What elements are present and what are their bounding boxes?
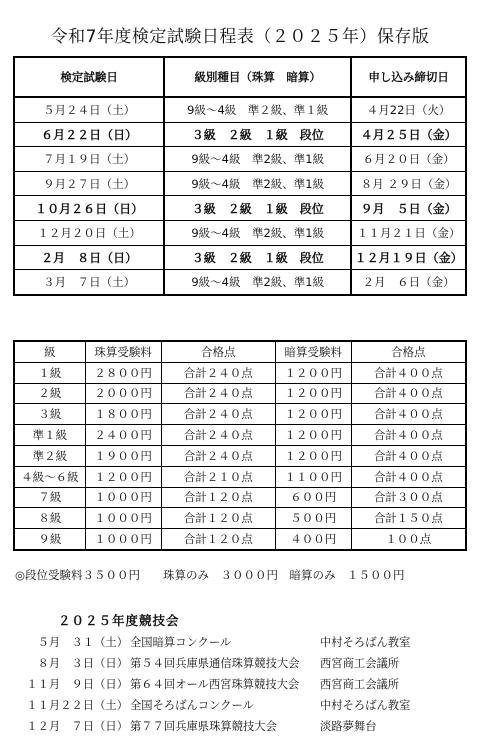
grade-cell: １級 (14, 362, 85, 383)
competition-date: １１月２２日（土） (26, 699, 128, 712)
abacus-fee-cell: １８００円 (85, 404, 161, 425)
schedule-row (14, 147, 466, 172)
fee-row (14, 445, 466, 466)
fee-header-row (14, 341, 466, 362)
dan-fee-note: ◎段位受験料３５００円 珠算のみ ３０００円 暗算のみ １５００円 (15, 568, 405, 582)
header-deadline: 申し込み締切日 (351, 57, 466, 97)
grade-category-cell: 9級～4級 準2級、準1級 (164, 220, 351, 245)
exam-date-cell: ２月 ８日（日） (14, 245, 164, 270)
fee-row (14, 383, 466, 404)
mental-pass-cell: 合計４００点 (351, 466, 466, 487)
abacus-pass-cell: 合計２４０点 (161, 445, 275, 466)
deadline-cell: ６月２０日（金） (351, 147, 466, 172)
fee-row (14, 466, 466, 487)
abacus-pass-cell: 合計１２０点 (161, 508, 275, 529)
grade-category-cell: 9級～4級 準２級、準１級 (164, 97, 351, 122)
grade-category-cell: ３級 ２級 １級 段位 (164, 245, 351, 270)
schedule-row (14, 196, 466, 221)
competition-item (0, 633, 480, 653)
exam-date-cell: ５月２４日（土） (14, 97, 164, 122)
deadline-cell: １２月１９日（金） (351, 245, 466, 270)
fee-row (14, 404, 466, 425)
grade-category-cell: 9級～4級 準2級、準1級 (164, 270, 351, 295)
page-title: 令和7年度検定試験日程表（２０２５年）保存版 (50, 27, 430, 47)
fee-row (14, 362, 466, 383)
competition-item (0, 654, 480, 674)
schedule-row (14, 245, 466, 270)
competition-date: １１月 ９日（日） (26, 678, 128, 691)
grade-cell: ２級 (14, 383, 85, 404)
schedule-row (14, 122, 466, 147)
deadline-cell: ８月 ２９日（金） (351, 171, 466, 196)
mental-fee-cell: １２００円 (275, 425, 351, 446)
mental-fee-cell: ４００円 (275, 529, 351, 550)
competition-venue: 淡路夢舞台 (320, 720, 377, 733)
competition-name: 第６４回オール西宮珠算競技大会 (130, 678, 300, 691)
fee-row (14, 529, 466, 550)
abacus-fee-cell: １９００円 (85, 445, 161, 466)
abacus-pass-cell: 合計１２０点 (161, 487, 275, 508)
competition-venue: 西宮商工会議所 (320, 657, 400, 670)
abacus-fee-cell: ２８００円 (85, 362, 161, 383)
mental-fee-cell: １２００円 (275, 404, 351, 425)
abacus-pass-cell: 合計２４０点 (161, 383, 275, 404)
header-exam-date: 検定試験日 (14, 57, 164, 97)
abacus-fee-cell: １２００円 (85, 466, 161, 487)
abacus-pass-cell: 合計２４０点 (161, 404, 275, 425)
grade-category-cell: ３級 ２級 １級 段位 (164, 196, 351, 221)
grade-cell: 準２級 (14, 445, 85, 466)
fee-row (14, 508, 466, 529)
deadline-cell: ２月 ６日（金） (351, 270, 466, 295)
exam-date-cell: ６月２２日（日） (14, 122, 164, 147)
grade-cell: ９級 (14, 529, 85, 550)
grade-category-cell: 9級～4級 準2級、準1級 (164, 147, 351, 172)
competition-venue: 西宮商工会議所 (320, 678, 400, 691)
competition-item (0, 696, 480, 716)
competition-date: １２月 ７日（日） (26, 720, 128, 733)
grade-cell: ７級 (14, 487, 85, 508)
header-grade: 級 (14, 341, 85, 362)
abacus-pass-cell: 合計２４０点 (161, 362, 275, 383)
competition-date: ５月 ３１（土） (37, 636, 128, 649)
schedule-row (14, 270, 466, 295)
mental-fee-cell: １２００円 (275, 362, 351, 383)
competition-date: ８月 ３日（日） (37, 657, 128, 670)
fee-row (14, 425, 466, 446)
mental-fee-cell: ５００円 (275, 508, 351, 529)
competition-item (0, 717, 480, 737)
exam-date-cell: ９月２７日（土） (14, 171, 164, 196)
mental-pass-cell: 合計３００点 (351, 487, 466, 508)
schedule-header-row (14, 57, 466, 97)
abacus-fee-cell: ２４００円 (85, 425, 161, 446)
mental-pass-cell: 合計４００点 (351, 362, 466, 383)
abacus-pass-cell: 合計２４０点 (161, 425, 275, 446)
competition-name: 全国暗算コンクール (130, 636, 232, 649)
mental-pass-cell: １００点 (351, 529, 466, 550)
competition-name: 第５４回兵庫県通信珠算競技大会 (130, 657, 300, 670)
grade-category-cell: 9級～4級 準2級、準1級 (164, 171, 351, 196)
mental-fee-cell: １２００円 (275, 445, 351, 466)
mental-pass-cell: 合計４００点 (351, 425, 466, 446)
abacus-pass-cell: 合計１２０点 (161, 529, 275, 550)
exam-date-cell: ７月１９日（土） (14, 147, 164, 172)
header-abacus-fee: 珠算受験料 (85, 341, 161, 362)
grade-cell: ３級 (14, 404, 85, 425)
grade-category-cell: ３級 ２級 １級 段位 (164, 122, 351, 147)
deadline-cell: ９月 ５日（金） (351, 196, 466, 221)
header-abacus-pass: 合格点 (161, 341, 275, 362)
competition-venue: 中村そろばん教室 (320, 636, 411, 649)
abacus-fee-cell: １０００円 (85, 487, 161, 508)
grade-cell: 準１級 (14, 425, 85, 446)
schedule-row (14, 97, 466, 122)
competition-name: 第７７回兵庫県珠算競技大会 (130, 720, 277, 733)
deadline-cell: ４月２５日（金） (351, 122, 466, 147)
exam-schedule-table (13, 56, 467, 296)
fee-row (14, 487, 466, 508)
grade-cell: ４級～６級 (14, 466, 85, 487)
mental-pass-cell: 合計４００点 (351, 445, 466, 466)
grade-cell: ８級 (14, 508, 85, 529)
exam-date-cell: １０月２６日（日） (14, 196, 164, 221)
mental-fee-cell: １２００円 (275, 383, 351, 404)
deadline-cell: １１月２１日（金） (351, 220, 466, 245)
header-mental-fee: 暗算受験料 (275, 341, 351, 362)
deadline-cell: ４月22日（火） (351, 97, 466, 122)
abacus-fee-cell: １０００円 (85, 529, 161, 550)
mental-pass-cell: 合計４００点 (351, 404, 466, 425)
mental-fee-cell: １１００円 (275, 466, 351, 487)
abacus-pass-cell: 合計２１０点 (161, 466, 275, 487)
mental-fee-cell: ６００円 (275, 487, 351, 508)
fee-table (13, 340, 467, 551)
competitions-title: ２０２５年度競技会 (58, 613, 180, 628)
header-mental-pass: 合格点 (351, 341, 466, 362)
exam-date-cell: ３月 ７日（土） (14, 270, 164, 295)
abacus-fee-cell: ２０００円 (85, 383, 161, 404)
schedule-row (14, 220, 466, 245)
header-grade-category: 級別種目（珠算 暗算） (164, 57, 351, 97)
competition-item (0, 675, 480, 695)
competition-name: 全国そろばんコンクール (130, 699, 254, 712)
schedule-row (14, 171, 466, 196)
exam-date-cell: １２月２０日（土） (14, 220, 164, 245)
mental-pass-cell: 合計４００点 (351, 383, 466, 404)
mental-pass-cell: 合計１５０点 (351, 508, 466, 529)
abacus-fee-cell: １０００円 (85, 508, 161, 529)
competition-venue: 中村そろばん教室 (320, 699, 411, 712)
